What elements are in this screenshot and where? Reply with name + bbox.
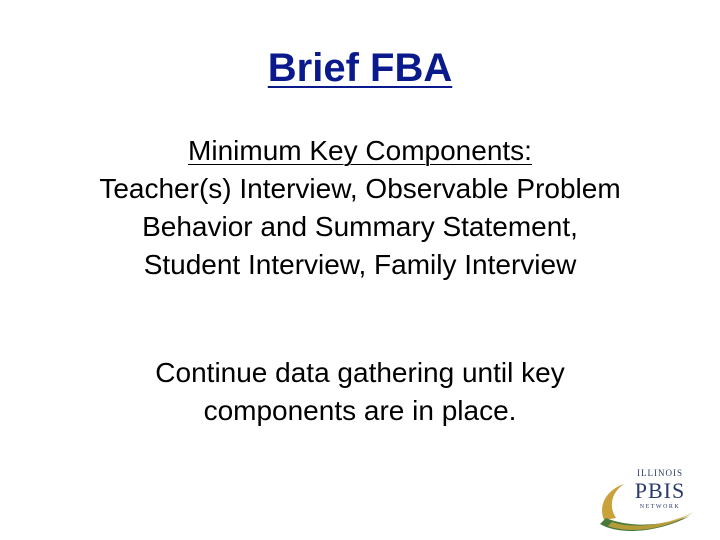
components-heading: Minimum Key Components: [188,135,532,166]
logo-line-3: NETWORK [639,504,681,510]
components-line-1: Teacher(s) Interview, Observable Problem [99,173,621,204]
components-line-3: Student Interview, Family Interview [143,249,577,280]
logo-line-2: PBIS [634,478,686,503]
slide-title: Brief FBA [267,46,453,90]
logo-swoosh-gold-lower [608,512,694,530]
continue-block [20,354,700,430]
components-block [20,132,700,284]
components-line-2: Behavior and Summary Statement, [142,211,578,242]
continue-line-1: Continue data gathering until key [155,357,565,388]
continue-line-2: components are in place. [203,395,517,426]
logo-swoosh-gold [602,484,624,520]
logo-line-1: ILLINOIS [637,468,683,478]
illinois-pbis-network-logo [590,462,708,534]
